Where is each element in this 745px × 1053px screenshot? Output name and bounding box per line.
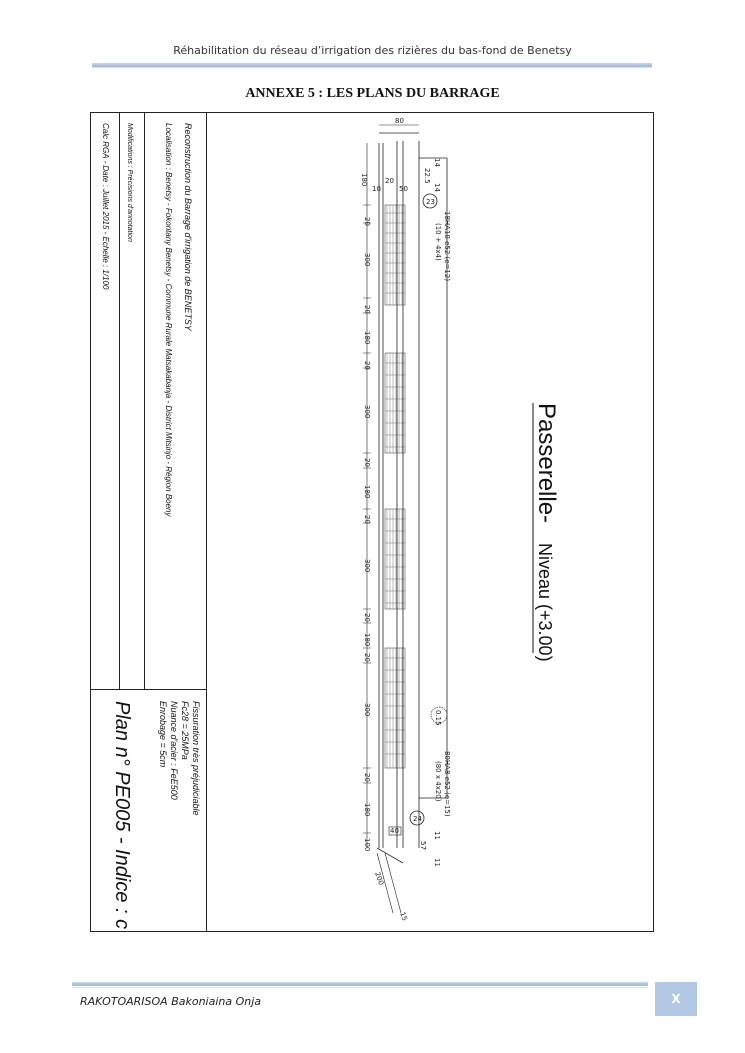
note-fc28: Fc28 = 25MPa <box>180 701 190 760</box>
rebar-mark-24: 24 <box>413 815 422 823</box>
side-dim: 14 <box>433 158 441 167</box>
drawing-title-group <box>533 403 560 662</box>
top-dim: 80 <box>395 117 404 125</box>
span-dim: 180 <box>363 331 371 345</box>
title-block-divider-horizontal <box>91 689 206 690</box>
rebar-24-spec: 80HA8 e52 (e=15) <box>443 751 451 817</box>
span-dim: 180 <box>363 633 371 647</box>
side-dim: 14 <box>433 183 441 192</box>
rebar-hatch-lines <box>385 205 405 768</box>
span-dim: 300 <box>363 405 371 419</box>
top-dim: 50 <box>399 185 408 193</box>
rebar-mark-23: 23 <box>426 198 435 206</box>
drawing-title-main: Passerelle <box>533 403 560 516</box>
top-dimensions <box>360 117 441 193</box>
title-block <box>91 113 207 931</box>
span-dim: 20 <box>363 613 371 622</box>
end-dim: 57 <box>419 841 427 850</box>
span-dim: 100 <box>363 838 371 852</box>
span-dim: 180 <box>363 485 371 499</box>
note-cover: Enrobage = 5cm <box>158 701 168 768</box>
top-dim: 20 <box>385 177 394 185</box>
span-dim: 20 <box>363 653 371 662</box>
top-dim: 180 <box>360 173 368 187</box>
title-block-divider <box>119 113 120 689</box>
note-steel-grade: Nuance d'acier : FeE500 <box>169 701 179 800</box>
end-dim: 200 <box>373 870 386 887</box>
drawing-frame <box>90 112 654 932</box>
side-dim: 22.5 <box>423 168 431 184</box>
project-calc-date-scale: Calc RGA - Date : Juillet 2015 - Echelle : 1/100 <box>101 123 110 290</box>
span-dim: 300 <box>363 703 371 717</box>
title-block-divider <box>144 113 145 689</box>
span-dim: 300 <box>363 253 371 267</box>
annex-title: ANNEXE 5 : LES PLANS DU BARRAGE <box>245 86 500 101</box>
span-dim: 20 <box>363 515 371 524</box>
rebar-23-spec: 18HA10 e52 (e=12) <box>443 211 451 282</box>
rebar-24-count: (80 x 4x20) <box>434 761 442 802</box>
project-title: Reconstruction du Barrage d'irrigation de BENETSY <box>183 123 193 331</box>
end-dim: 11 <box>433 858 441 867</box>
passerelle-plan-svg <box>207 113 653 931</box>
drawing-title-dash: - <box>533 515 560 523</box>
rebar-callout-24 <box>410 751 451 825</box>
top-dim: 10 <box>372 185 381 193</box>
technical-drawing <box>207 113 653 931</box>
span-dim: 20 <box>363 361 371 370</box>
section-callout <box>431 707 447 726</box>
span-dim: 20 <box>363 458 371 467</box>
end-dim: 40 <box>390 827 399 835</box>
rebar-23-count: (10 + 4x4) <box>434 223 442 261</box>
span-dim: 180 <box>363 803 371 817</box>
footer-rule-thin <box>72 987 648 988</box>
drawing-title-sub: Niveau (+3.00) <box>535 543 555 662</box>
note-fissuration: Fissuration très préjudiciable <box>191 701 201 816</box>
end-dim: 15 <box>398 910 409 923</box>
page-header-title: Réhabilitation du réseau d’irrigation des rizières du bas-fond de Benetsy <box>173 44 572 57</box>
span-dim: 20 <box>363 305 371 314</box>
footer-rule <box>72 982 648 986</box>
header-rule-thin <box>92 67 652 68</box>
project-location: Localisation : Benetsy - Fokontany Benetsy - Commune Rurale Matsakabanja - District Mitsinjo - Région Boeny <box>164 123 173 517</box>
span-dim: 20 <box>363 217 371 226</box>
end-dim: 11 <box>433 831 441 840</box>
section-label: 0.15 <box>434 710 442 726</box>
plan-number: Plan n° PE005 - Indice : c <box>111 701 133 930</box>
span-dim: 20 <box>363 773 371 782</box>
page-number-badge: X <box>655 982 697 1016</box>
project-modifications: Modifications : Précisions d'annotation <box>126 123 133 242</box>
footer-author: RAKOTOARISOA Bakoniaina Onja <box>80 995 262 1008</box>
span-dim: 300 <box>363 559 371 573</box>
